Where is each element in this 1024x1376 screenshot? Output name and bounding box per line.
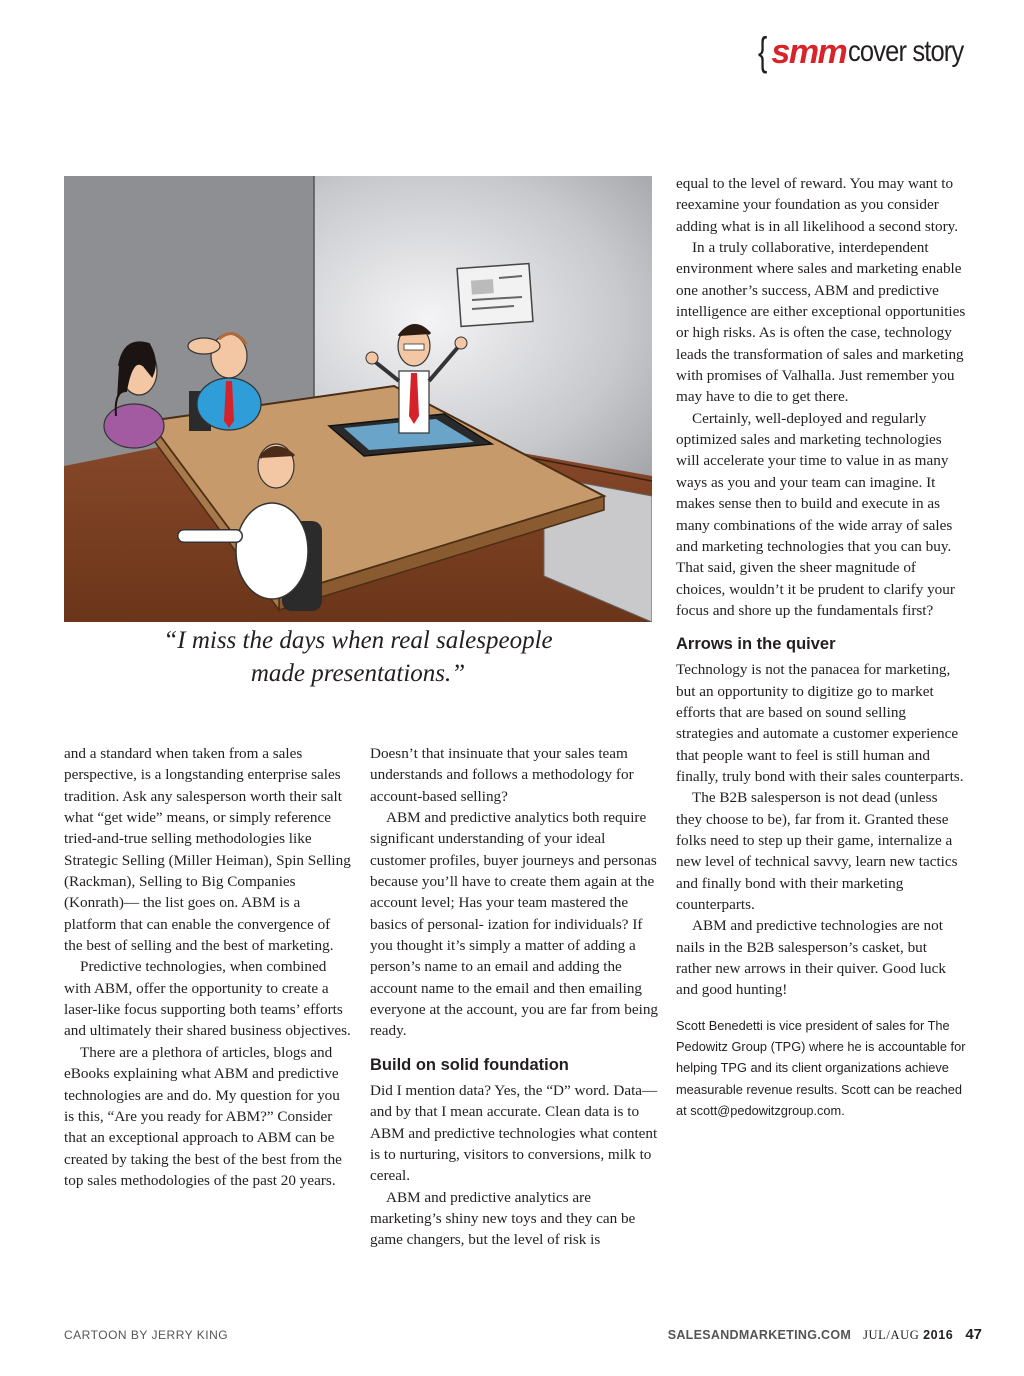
article-column-3	[676, 173, 966, 1121]
caption-line-2: made presentations.”	[250, 660, 466, 687]
paragraph: Technology is not the panacea for marketing, but an opportunity to digitize go to market efforts that are based on sound selling strategies and automate a customer experience that people want to feel is still human and finally, truly bond with their sales counterparts.	[676, 661, 964, 785]
subheading-build-on-solid-foundation: Build on solid foundation	[370, 1055, 569, 1074]
section-header	[756, 30, 984, 74]
page-footer	[668, 1326, 982, 1343]
paragraph: ABM and predictive technologies are not nails in the B2B salesperson’s casket, but rather new arrows in their quiver. Good luck and good hunting!	[676, 917, 946, 999]
header-bracket: {	[758, 30, 768, 74]
cartoon-drawing	[64, 176, 652, 622]
paragraph: Did I mention data? Yes, the “D” word. Data—and by that I mean accurate. Clean data is to ABM and predictive technologies what content is to nurturing, visitors to conversions, milk to cereal.	[370, 1081, 658, 1185]
paragraph: equal to the level of reward. You may want to reexamine your foundation as you consider adding what is in all likelihood a second story.	[676, 175, 959, 235]
paragraph: Certainly, well-deployed and regularly optimized sales and marketing technologies will accelerate your time to value in as many ways as you and your team can imagine. It makes sense then to build and execute in as many combinations of the wide array of sales and marketing technologies that you can buy. That said, given the sheer magnitude of choices, wouldn’t it be prudent to clarify your focus and shore up the fundamentals first?	[676, 409, 955, 619]
article-column-2	[370, 743, 658, 1251]
paragraph: Predictive technologies, when combined with ABM, offer the opportunity to create a laser-like focus supporting both teams’ efforts and ultimately their shared business objectives.	[64, 958, 351, 1040]
paragraph: In a truly collaborative, interdependent environment where sales and marketing enable one another’s success, ABM and predictive intelligence are either exceptional opportunities or high risks. As is often the case, technology leads the transformation of sales and marketing with promises of Valhalla. Just remember you may have to die to get there.	[676, 239, 966, 406]
website-url: SALESANDMARKETING.COM	[667, 1328, 852, 1342]
subheading-arrows-in-the-quiver: Arrows in the quiver	[676, 635, 836, 654]
author-bio: Scott Benedetti is vice president of sales for The Pedowitz Group (TPG) where he is accountable for helping TPG and its client organizations achieve measurable revenue results. Scott can be reached at scott@pedowitzgroup.com.	[676, 1017, 966, 1118]
paragraph: ABM and predictive analytics both require significant understanding of your ideal customer profiles, buyer journeys and personas because you’ll have to create them again at the account level; Has your team mastered the basics of personal- ization for individuals? If you thought it’s simply a matter of adding a person’s name to an email and adding the account name to the email and then emailing everyone at the account, you are far from being ready.	[370, 809, 659, 1040]
paragraph: The B2B salesperson is not dead (unless they choose to be), far from it. Granted these folks need to step up their game, internalize a new level of technical savvy, learn new tactics and finally bond with their marketing counterparts.	[676, 789, 958, 913]
cartoon-caption	[64, 624, 652, 690]
cartoon-credit: CARTOON BY JERRY KING	[64, 1328, 229, 1342]
cartoon-illustration	[64, 176, 652, 622]
smm-logo: smm	[771, 33, 847, 71]
issue-date	[863, 1328, 953, 1343]
paragraph: Doesn’t that insinuate that your sales team understands and follows a methodology for account-based selling?	[370, 745, 634, 805]
issue-year: 2016	[923, 1328, 954, 1342]
paragraph: There are a plethora of articles, blogs and eBooks explaining what ABM and predictive technologies are and do. My question for you is this, “Are you ready for ABM?” Consider that an exceptional approach to ABM can be created by taking the best of the best from the top sales methodologies of the past 20 years.	[64, 1043, 342, 1189]
issue-month: JUL/AUG	[863, 1328, 920, 1342]
article-column-1	[64, 743, 352, 1191]
page-number: 47	[965, 1326, 982, 1343]
paragraph: ABM and predictive analytics are marketing’s shiny new toys and they can be game changers, but the level of risk is	[370, 1188, 636, 1249]
caption-line-1: “I miss the days when real salespeople	[163, 627, 553, 654]
section-label: cover story	[848, 35, 964, 68]
paragraph: and a standard when taken from a sales perspective, is a longstanding enterprise sales tradition. Ask any salesperson worth their salt what “get wide” means, or simply reference tried-and-true selling methodologies like Strategic Selling (Miller Heiman), Spin Selling (Rackman), Selling to Big Companies (Konrath)— the list goes on. ABM is a platform that can enable the convergence of the best of selling and the best of marketing.	[64, 745, 351, 955]
